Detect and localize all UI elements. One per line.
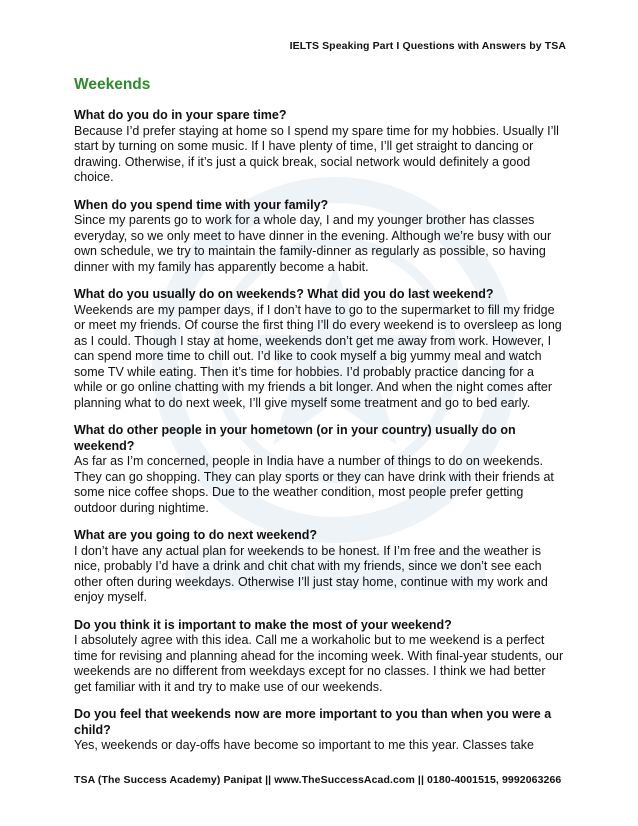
question: Do you think it is important to make the most of your weekend? [74,617,452,632]
question: When do you spend time with your family? [74,197,329,212]
qa-item [74,618,564,696]
question: What do you do in your spare time? [74,108,287,122]
question: What do other people in your hometown (or in your country) usually do on weekend? [74,423,516,453]
qa-item [74,287,564,411]
answer: I absolutely agree with this idea. Call me a workaholic but to me weekend is a perfect time for revising and planning ahead for the incoming week. With final-year students, our weekends are no different from weekdays except for no classes. I think we had better get familiar with it and try to make use of our weekends. [74,633,564,694]
question: What do you usually do on weekends? What did you do last weekend? [74,287,494,301]
question: Do you feel that weekends now are more important to you than when you were a child? [74,707,552,737]
answer: Because I’d prefer staying at home so I spend my spare time for my hobbies. Usually I’ll start by turning on some music. If I have plenty of time, I’ll get straight to dancing or drawing. Otherwise, if it’s just a quick break, social network would definitely a good choice. [74,123,559,184]
answer: Yes, weekends or day-offs have become so important to me this year. Classes take [74,738,534,752]
document-body [74,76,564,766]
answer: Weekends are my pamper days, if I don’t have to go to the supermarket to fill my fridge or meet my friends. Of course the first thing I’ll do every weekend is to oversleep as long as I could. Though I stay at home, weekends don’t get me away from work. However, I can spend more time to chill out. I’d like to cook myself a big yummy meal and watch some TV while eating. Then it’s time for hobbies. I’d probably practice dancing for a while or go online chatting with my friends a bit longer. And when the night comes after planning what to do next week, I’ll give myself some treatment and go to bed early. [74,302,562,410]
page-header: IELTS Speaking Part I Questions with Answers by TSA [289,40,566,52]
qa-item [74,528,564,606]
answer: I don’t have any actual plan for weekends to be honest. If I’m free and the weather is nice, probably I’d have a drink and chit chat with my friends, since we don’t see each other often during weekdays. Otherwise I’ll just stay home, continue with my work and enjoy myself. [74,543,548,604]
answer: Since my parents go to work for a whole day, I and my younger brother has classes everyday, so we only meet to have dinner in the evening. Although we’re busy with our own schedule, we try to maintain the family-dinner as regularly as possible, so having dinner with my family has apparently become a habit. [74,213,552,274]
qa-item [74,108,564,186]
question: What are you going to do next weekend? [74,528,318,542]
qa-item [74,198,564,276]
qa-item [74,707,564,754]
page-title: Weekends [74,76,151,93]
answer: As far as I’m concerned, people in India have a number of things to do on weekends. They can go shopping. They can play sports or they can have drink with their friends at some nice coffee shops. Due to the weather condition, most people prefer getting outdoor during nightime. [74,454,554,515]
qa-item [74,423,564,516]
page-footer: TSA (The Success Academy) Panipat || www.TheSuccessAcad.com || 0180-4001515, 9992063266 [74,774,562,786]
